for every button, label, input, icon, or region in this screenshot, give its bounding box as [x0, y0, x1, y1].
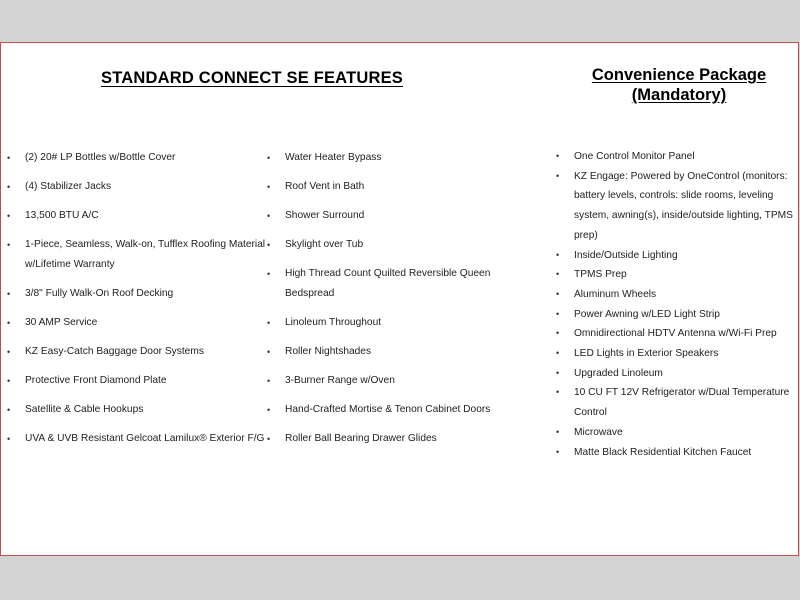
- list-item: • LED Lights in Exterior Speakers: [556, 344, 796, 364]
- list-item: • UVA & UVB Resistant Gelcoat Lamilux® Exterior F/G: [7, 429, 267, 449]
- list-item: • TPMS Prep: [556, 265, 796, 285]
- list-item: • (2) 20# LP Bottles w/Bottle Cover: [7, 148, 267, 168]
- feature-sheet: [0, 42, 799, 556]
- list-item: • Inside/Outside Lighting: [556, 246, 796, 266]
- list-item: • One Control Monitor Panel: [556, 147, 796, 167]
- list-item: • KZ Engage: Powered by OneControl (monitors: battery levels, controls: slide rooms, leveling system, awning(s), inside/outside lighting, TPMS prep): [556, 167, 796, 246]
- list-item: • Upgraded Linoleum: [556, 364, 796, 384]
- list-item: • Aluminum Wheels: [556, 285, 796, 305]
- list-item: • Linoleum Throughout: [267, 313, 497, 333]
- list-item: • Roller Nightshades: [267, 342, 497, 362]
- list-item: • KZ Easy-Catch Baggage Door Systems: [7, 342, 267, 362]
- list-item: • 30 AMP Service: [7, 313, 267, 333]
- standard-features-column-2: [267, 148, 497, 458]
- list-item: • Matte Black Residential Kitchen Faucet: [556, 443, 796, 463]
- list-item: • Microwave: [556, 423, 796, 443]
- list-item: • Protective Front Diamond Plate: [7, 371, 267, 391]
- standard-features-title: STANDARD CONNECT SE FEATURES: [101, 69, 403, 87]
- list-item: • 1-Piece, Seamless, Walk-on, Tufflex Roofing Material w/Lifetime Warranty: [7, 235, 267, 275]
- list-item: • Water Heater Bypass: [267, 148, 497, 168]
- list-item: • Roof Vent in Bath: [267, 177, 497, 197]
- standard-features-column-1: [7, 148, 267, 458]
- list-item: • Shower Surround: [267, 206, 497, 226]
- list-item: • (4) Stabilizer Jacks: [7, 177, 267, 197]
- list-item: • 13,500 BTU A/C: [7, 206, 267, 226]
- list-item: • Satellite & Cable Hookups: [7, 400, 267, 420]
- list-item: • Skylight over Tub: [267, 235, 497, 255]
- list-item: • 3-Burner Range w/Oven: [267, 371, 497, 391]
- list-item: • 10 CU FT 12V Refrigerator w/Dual Temperature Control: [556, 383, 796, 422]
- list-item: • Hand-Crafted Mortise & Tenon Cabinet Doors: [267, 400, 497, 420]
- bottom-background-band: [0, 557, 800, 600]
- top-background-band: [0, 0, 800, 42]
- list-item: • High Thread Count Quilted Reversible Queen Bedspread: [267, 264, 497, 304]
- convenience-package-title: Convenience Package (Mandatory): [591, 66, 767, 104]
- convenience-package-list: [556, 147, 796, 462]
- list-item: • Power Awning w/LED Light Strip: [556, 305, 796, 325]
- list-item: • 3/8" Fully Walk-On Roof Decking: [7, 284, 267, 304]
- list-item: • Omnidirectional HDTV Antenna w/Wi-Fi Prep: [556, 324, 796, 344]
- list-item: • Roller Ball Bearing Drawer Glides: [267, 429, 497, 449]
